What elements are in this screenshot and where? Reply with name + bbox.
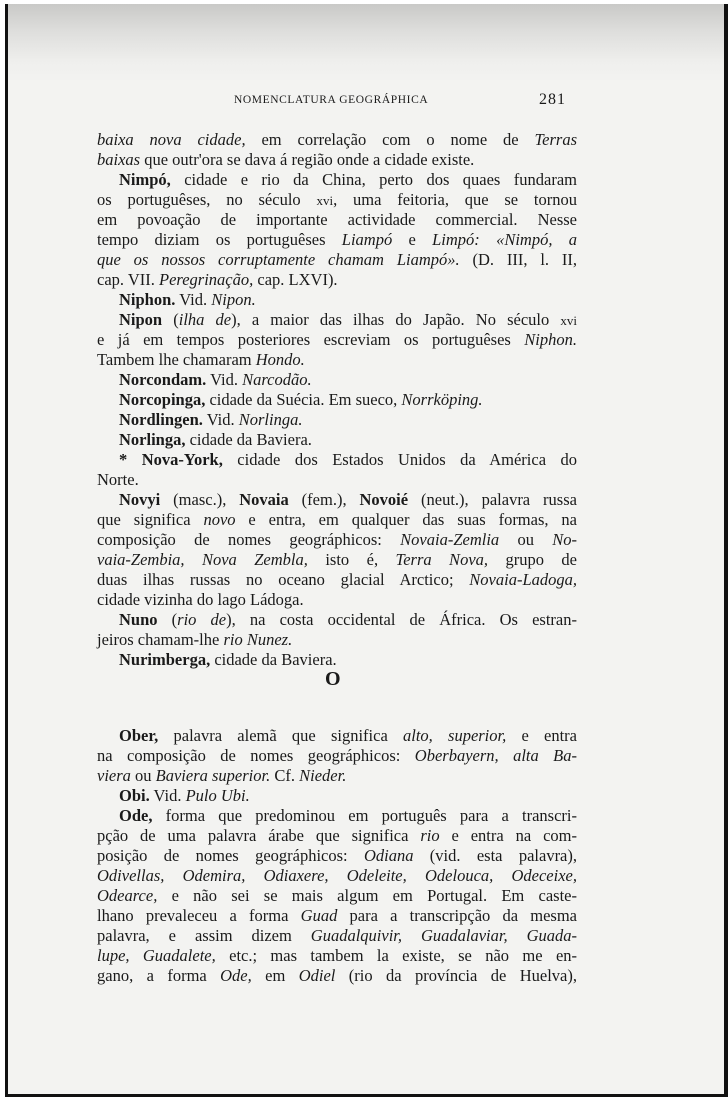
entry-norcopinga: Norcopinga, cidade da Suécia. Em sueco, Norrköping. <box>119 390 483 409</box>
entry-norcondam: Norcondam. Vid. Narcodão. <box>119 370 312 389</box>
book-page <box>5 4 728 1097</box>
entry-novyi: Novyi (masc.), Novaia (fem.), Novoié (neut.), palavra russa <box>119 490 577 509</box>
page-number: 281 <box>539 91 566 108</box>
text-line: viera ou Baviera superior. Cf. Nieder. <box>97 766 347 785</box>
entry-ober: Ober, palavra alemã que significa alto, superior, e entra <box>119 726 578 745</box>
entry-nova-york: * Nova-York, cidade dos Estados Unidos da América do <box>119 450 577 469</box>
entry-niphon: Niphon. Vid. Nipon. <box>119 290 256 309</box>
text-line: lupe, Guadalete, etc.; mas tambem la existe, se não me en- <box>97 946 578 965</box>
text-line: Norte. <box>97 470 139 489</box>
entry-norlinga: Norlinga, cidade da Baviera. <box>119 430 312 449</box>
entry-nimpo: Nimpó, cidade e rio da China, perto dos quaes fundaram <box>119 170 577 189</box>
text-line: palavra, e assim dizem Guadalquivir, Guadalaviar, Guada- <box>97 926 577 945</box>
entry-ode: Ode, forma que predominou em português para a transcri- <box>119 806 577 825</box>
entry-nordlingen: Nordlingen. Vid. Norlinga. <box>119 410 303 429</box>
text-line: e já em tempos posteriores escreviam os portuguêses Niphon. <box>97 330 577 349</box>
text-line: que os nossos corruptamente chamam Liampó». (D. III, l. II, <box>97 250 577 269</box>
text-line: que significa novo e entra, em qualquer das suas formas, na <box>97 510 577 529</box>
entry-nuno: Nuno (rio de), na costa occidental de África. Os estran- <box>119 610 577 629</box>
text-line: tempo diziam os portuguêses Liampó e Limpó: «Nimpó, a <box>97 230 578 249</box>
text-line: cidade vizinha do lago Ládoga. <box>97 590 304 609</box>
text-line: Odivellas, Odemira, Odiaxere, Odeleite, Odelouca, Odeceixe, <box>97 866 577 885</box>
text-line: cap. VII. Peregrinação, cap. LXVI). <box>97 270 338 289</box>
text-line: pção de uma palavra árabe que significa rio e entra na com- <box>97 826 577 845</box>
text-line: gano, a forma Ode, em Odiel (rio da província de Huelva), <box>97 966 577 985</box>
text-line: Tambem lhe chamaram Hondo. <box>97 350 305 369</box>
text-line: na composição de nomes geográphicos: Oberbayern, alta Ba- <box>97 746 577 765</box>
text-line: jeiros chamam-lhe rio Nunez. <box>97 630 293 649</box>
text-line: lhano prevaleceu a forma Guad para a transcripção da mesma <box>97 906 578 925</box>
text-line: duas ilhas russas no oceano glacial Arctico; Novaia-Ladoga, <box>97 570 577 589</box>
text-line: em povoação de importante actividade commercial. Nesse <box>97 210 577 229</box>
text-line: os portuguêses, no século xvi, uma feitoria, que se tornou <box>97 190 577 209</box>
entry-nipon: Nipon (ilha de), a maior das ilhas do Japão. No século xvi <box>119 310 577 329</box>
text-line: Odearce, e não sei se mais algum em Portugal. Em caste- <box>97 886 577 905</box>
text-line: baixa nova cidade, em correlação com o nome de Terras <box>97 130 577 149</box>
text-line: baixas que outr'ora se dava á região onde a cidade existe. <box>97 150 475 169</box>
entry-obi: Obi. Vid. Pulo Ubi. <box>119 786 250 805</box>
text-line: composição de nomes geográphicos: Novaia-Zemlia ou No- <box>97 530 577 549</box>
entry-nurimberga: Nurimberga, cidade da Baviera. <box>119 650 337 669</box>
scan-shadow <box>8 4 724 82</box>
running-title: NOMENCLATURA GEOGRÁPHICA <box>234 94 429 106</box>
section-letter: O <box>325 668 341 690</box>
text-line: posição de nomes geográphicos: Odiana (vid. esta palavra), <box>97 846 578 865</box>
text-line: vaia-Zembia, Nova Zembla, isto é, Terra Nova, grupo de <box>97 550 577 569</box>
